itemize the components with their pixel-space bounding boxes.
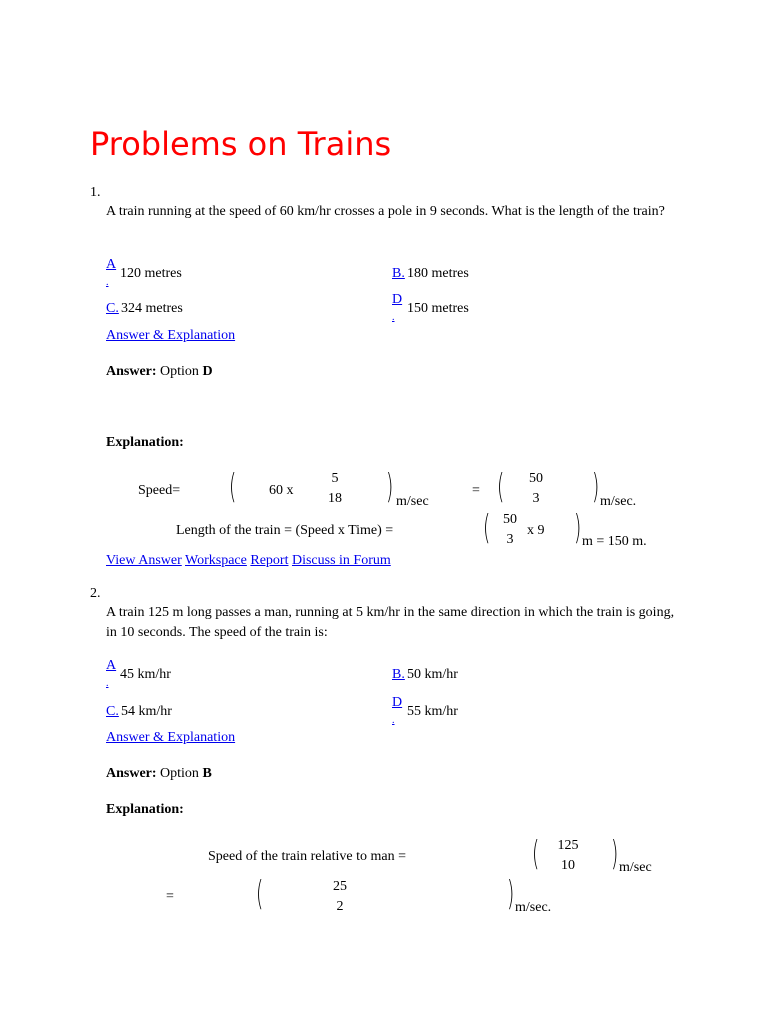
unit: m/sec (619, 860, 652, 875)
speed-multiplier: 60 x (269, 483, 294, 498)
answer-option-word: Option (160, 364, 199, 379)
option-a-link[interactable]: A (106, 257, 117, 272)
question-number: 2. (90, 586, 101, 601)
denominator: 2 (336, 899, 344, 914)
answer-line (106, 765, 212, 783)
answer-explanation-link[interactable]: Answer & Explanation (106, 730, 236, 745)
option-a-text: 120 metres (120, 266, 182, 281)
question-number: 1. (90, 185, 101, 200)
right-paren: ) (507, 874, 515, 914)
option-a-text: 45 km/hr (120, 667, 171, 682)
fraction-25-2 (326, 877, 354, 917)
question-actions (106, 552, 391, 570)
question-text: A train 125 m long passes a man, running at 5 km/hr in the same direction in which the train is going, in 10 seconds. The speed of the train is: (106, 605, 675, 640)
report-link[interactable]: Report (250, 553, 289, 568)
answer-option: D (202, 364, 213, 379)
left-paren: ( (229, 467, 237, 507)
right-paren: ) (611, 834, 619, 874)
option-b-text: 50 km/hr (407, 667, 458, 682)
option-b-text: 180 metres (407, 266, 469, 281)
right-paren: ) (386, 467, 394, 507)
option-d-text: 55 km/hr (407, 704, 458, 719)
left-paren: ( (532, 834, 540, 874)
time-multiplier: x 9 (527, 523, 545, 538)
option-c-link[interactable]: C. (106, 301, 119, 316)
answer-option: B (202, 766, 212, 781)
view-answer-link[interactable]: View Answer (106, 553, 182, 568)
unit: m/sec (396, 494, 429, 509)
denominator: 18 (328, 491, 342, 506)
numerator: 5 (331, 471, 339, 486)
left-paren: ( (483, 508, 491, 548)
denominator: 3 (506, 532, 514, 547)
option-d-link[interactable]: D (392, 695, 403, 710)
workspace-link[interactable]: Workspace (185, 553, 247, 568)
relative-speed-label: Speed of the train relative to man = (208, 849, 406, 864)
right-paren: ) (574, 508, 582, 548)
denominator: 10 (561, 858, 575, 873)
unit: m/sec. (600, 494, 637, 509)
discuss-in-forum-link[interactable]: Discuss in Forum (291, 553, 391, 568)
equals-sign: = (166, 889, 174, 904)
option-a-link[interactable]: A (106, 658, 117, 673)
length-label: Length of the train = (Speed x Time) = (176, 523, 394, 538)
explanation-label: Explanation: (106, 435, 184, 450)
question-text: A train running at the speed of 60 km/hr crosses a pole in 9 seconds. What is the length of the train? (106, 204, 665, 219)
answer-label: Answer: (106, 766, 157, 781)
left-paren: ( (256, 874, 264, 914)
option-c-link[interactable]: C. (106, 704, 119, 719)
result: m = 150 m. (582, 534, 647, 549)
option-c-text: 54 km/hr (121, 704, 172, 719)
numerator: 50 (503, 512, 517, 527)
answer-label: Answer: (106, 364, 157, 379)
fraction-50-3 (522, 469, 550, 509)
numerator: 50 (529, 471, 543, 486)
page-title: Problems on Trains (90, 125, 392, 163)
answer-line (106, 363, 213, 381)
numerator: 25 (333, 879, 347, 894)
option-a-dot[interactable]: . (106, 277, 109, 288)
option-a-dot[interactable]: . (106, 678, 109, 689)
denominator: 3 (532, 491, 540, 506)
fraction-5-18 (322, 469, 348, 509)
option-c-text: 324 metres (121, 301, 183, 316)
option-b-link[interactable]: B. (392, 667, 405, 682)
fraction-125-10 (553, 836, 583, 876)
answer-explanation-link[interactable]: Answer & Explanation (106, 328, 236, 343)
speed-label: Speed= (138, 483, 181, 498)
fraction-50-3 (497, 510, 523, 550)
answer-option-word: Option (160, 766, 199, 781)
option-b-link[interactable]: B. (392, 266, 405, 281)
option-d-dot[interactable]: . (392, 312, 395, 323)
right-paren: ) (592, 467, 600, 507)
left-paren: ( (497, 467, 505, 507)
option-d-link[interactable]: D (392, 292, 403, 307)
explanation-label: Explanation: (106, 802, 184, 817)
option-d-text: 150 metres (407, 301, 469, 316)
numerator: 125 (557, 838, 579, 853)
equals-sign: = (472, 483, 480, 498)
unit: m/sec. (515, 900, 552, 915)
option-d-dot[interactable]: . (392, 715, 395, 726)
